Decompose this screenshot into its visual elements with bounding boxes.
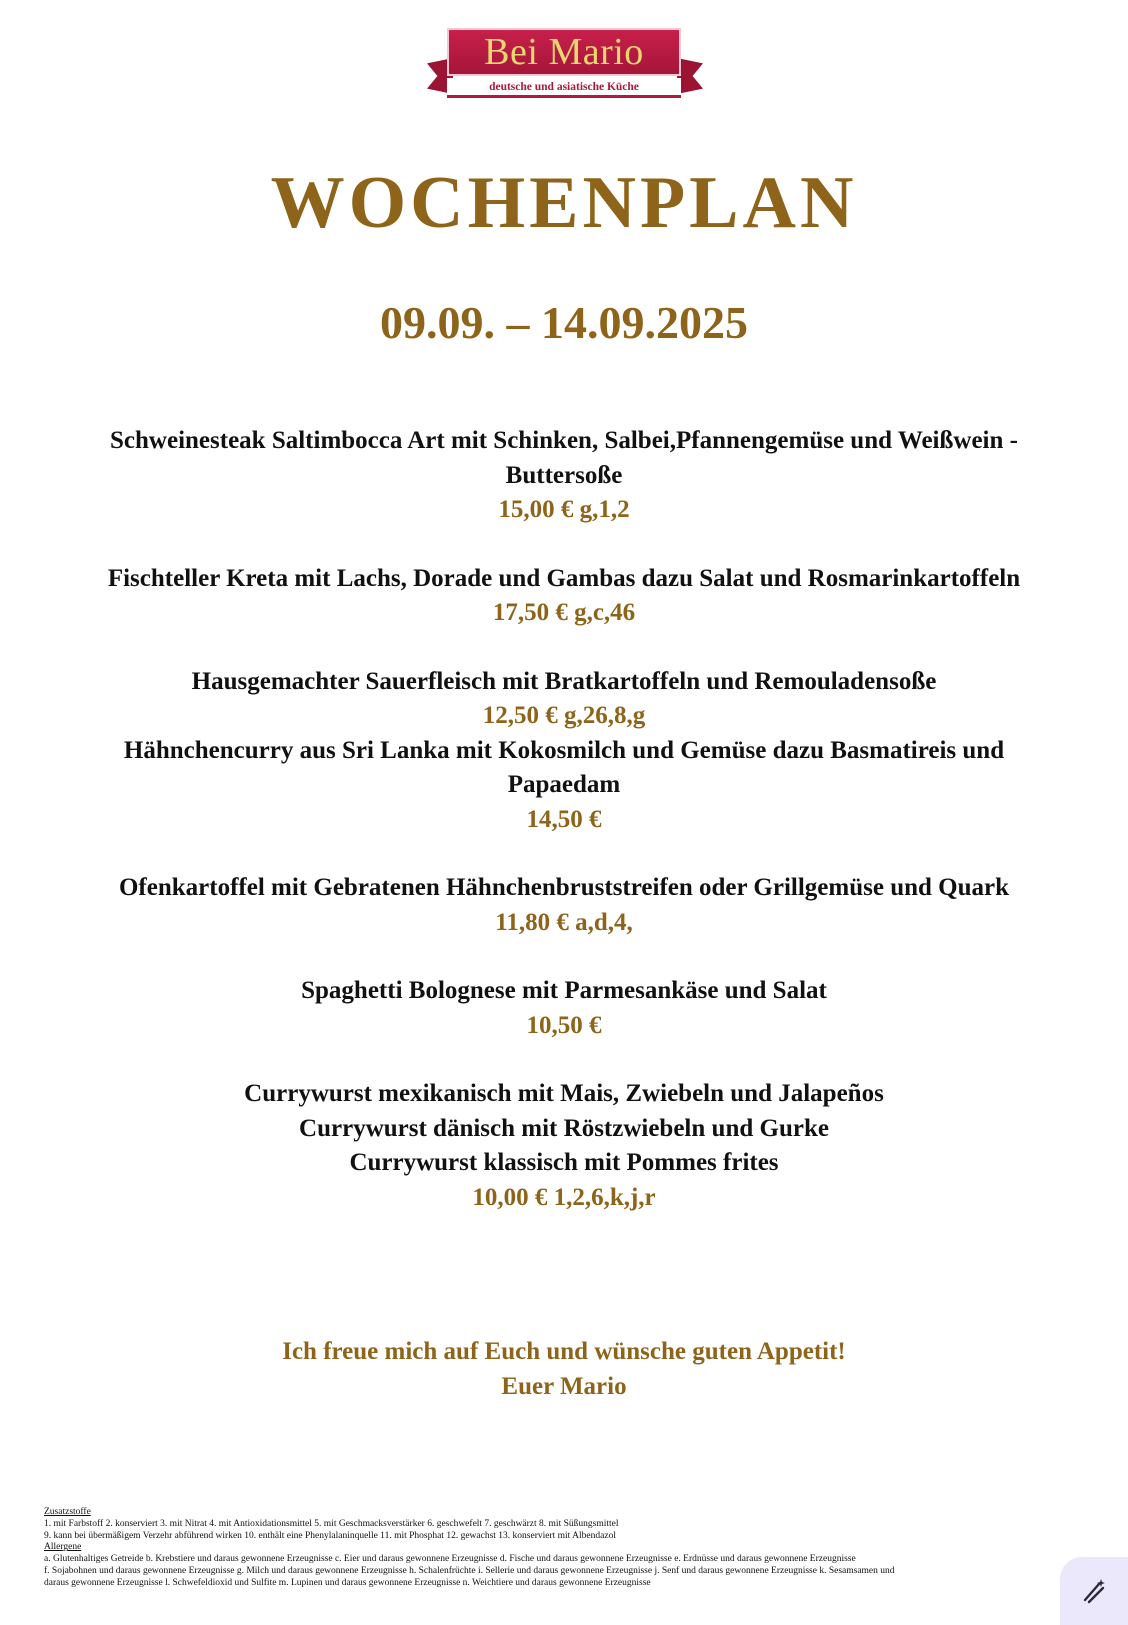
closing-message: [0, 1335, 1128, 1404]
dish-price: 14,50 €: [526, 805, 602, 833]
page-title: WOCHENPLAN: [270, 162, 858, 244]
footnotes: [44, 1507, 1084, 1590]
allergens-heading: Allergene: [44, 1542, 82, 1553]
additives-line: 1. mit Farbstoff 2. konserviert 3. mit Nitrat 4. mit Antioxidationsmittel 5. mit Geschmacksverstärker 6. geschwefelt 7. geschwärzt 8. mit Süßungsmittel: [44, 1518, 619, 1529]
allergens-line: a. Glutenhaltiges Getreide b. Krebstiere und daraus gewonnene Erzeugnisse c. Eier und daraus gewonnene Erzeugnisse d. Fische und daraus gewonnene Erzeugnisse e. Erdnüsse und daraus gewonnene Erzeugnisse: [44, 1554, 856, 1565]
dish-price: 12,50 € g,26,8,g: [482, 702, 646, 729]
dish-name: Currywurst mexikanisch mit Mais, Zwiebeln und Jalapeños: [244, 1080, 884, 1107]
dish-price: 17,50 € g,c,46: [492, 599, 636, 626]
dish-name: Fischteller Kreta mit Lachs, Dorade und Gambas dazu Salat und Rosmarinkartoffeln: [107, 564, 1021, 592]
dish-name: Buttersoße: [505, 461, 623, 489]
restaurant-logo: [427, 28, 703, 100]
dish-name: Papaedam: [507, 771, 621, 798]
dish-name: Ofenkartoffel mit Gebratenen Hähnchenbruststreifen oder Grillgemüse und Quark: [118, 874, 1009, 901]
menu-item: [0, 562, 1128, 631]
dish-name: Hähnchencurry aus Sri Lanka mit Kokosmilch und Gemüse dazu Basmatireis und: [123, 736, 1005, 764]
allergens-line: daraus gewonnene Erzeugnisse l. Schwefeldioxid und Sulfite m. Lupinen und daraus gewonnene Erzeugnisse n. Weichtiere und daraus gewonnene Erzeugnisse: [44, 1577, 651, 1588]
logo-tagline: deutsche und asiatische Küche: [489, 80, 639, 93]
dish-price: 11,80 € a,d,4,: [495, 908, 633, 936]
date-range: 09.09. – 14.09.2025: [380, 297, 748, 348]
dish-name: Hausgemachter Sauerfleisch mit Bratkartoffeln und Remouladensoße: [191, 667, 937, 695]
menu-item: [0, 665, 1128, 734]
dish-name: Spaghetti Bolognese mit Parmesankäse und Salat: [301, 977, 827, 1004]
dish-name: Currywurst klassisch mit Pommes frites: [349, 1149, 779, 1176]
menu-item: [0, 424, 1128, 528]
additives-heading: Zusatzstoffe: [44, 1507, 91, 1517]
dish-price: 10,00 € 1,2,6,k,j,r: [472, 1183, 656, 1211]
dish-name: Schweinesteak Saltimbocca Art mit Schinken, Salbei,Pfannengemüse und Weißwein -: [110, 427, 1018, 454]
closing-signature: Euer Mario: [501, 1372, 627, 1400]
closing-greeting: Ich freue mich auf Euch und wünsche guten Appetit!: [282, 1338, 846, 1365]
additives-line: 9. kann bei übermäßigem Verzehr abführend wirken 10. enthält eine Phenylalaninquelle 11. mit Phosphat 12. gewachst 13. konserviert mit Albendazol: [44, 1530, 616, 1541]
dish-price: 15,00 € g,1,2: [498, 496, 630, 523]
dish-price: 10,50 €: [526, 1011, 602, 1039]
pen-sparkle-icon: [1079, 1576, 1109, 1606]
allergens-line: f. Sojabohnen und daraus gewonnene Erzeugnisse g. Milch und daraus gewonnene Erzeugnisse h. Schalenfrüchte i. Sellerie und daraus gewonnene Erzeugnisse j. Senf und daraus gewonnene Erzeugnisse k. Sesamsamen und: [44, 1565, 895, 1576]
menu-item: [0, 974, 1128, 1043]
menu-item: [0, 871, 1128, 940]
menu-list: [0, 424, 1128, 1215]
logo-tagline-bar: [447, 78, 681, 98]
menu-item: [0, 734, 1128, 838]
dish-name: Currywurst dänisch mit Röstzwiebeln und Gurke: [299, 1114, 829, 1142]
edit-button[interactable]: [1060, 1557, 1128, 1625]
menu-item: [0, 1077, 1128, 1215]
logo-brand-name: Bei Mario: [484, 31, 644, 73]
logo-banner: [447, 28, 681, 76]
